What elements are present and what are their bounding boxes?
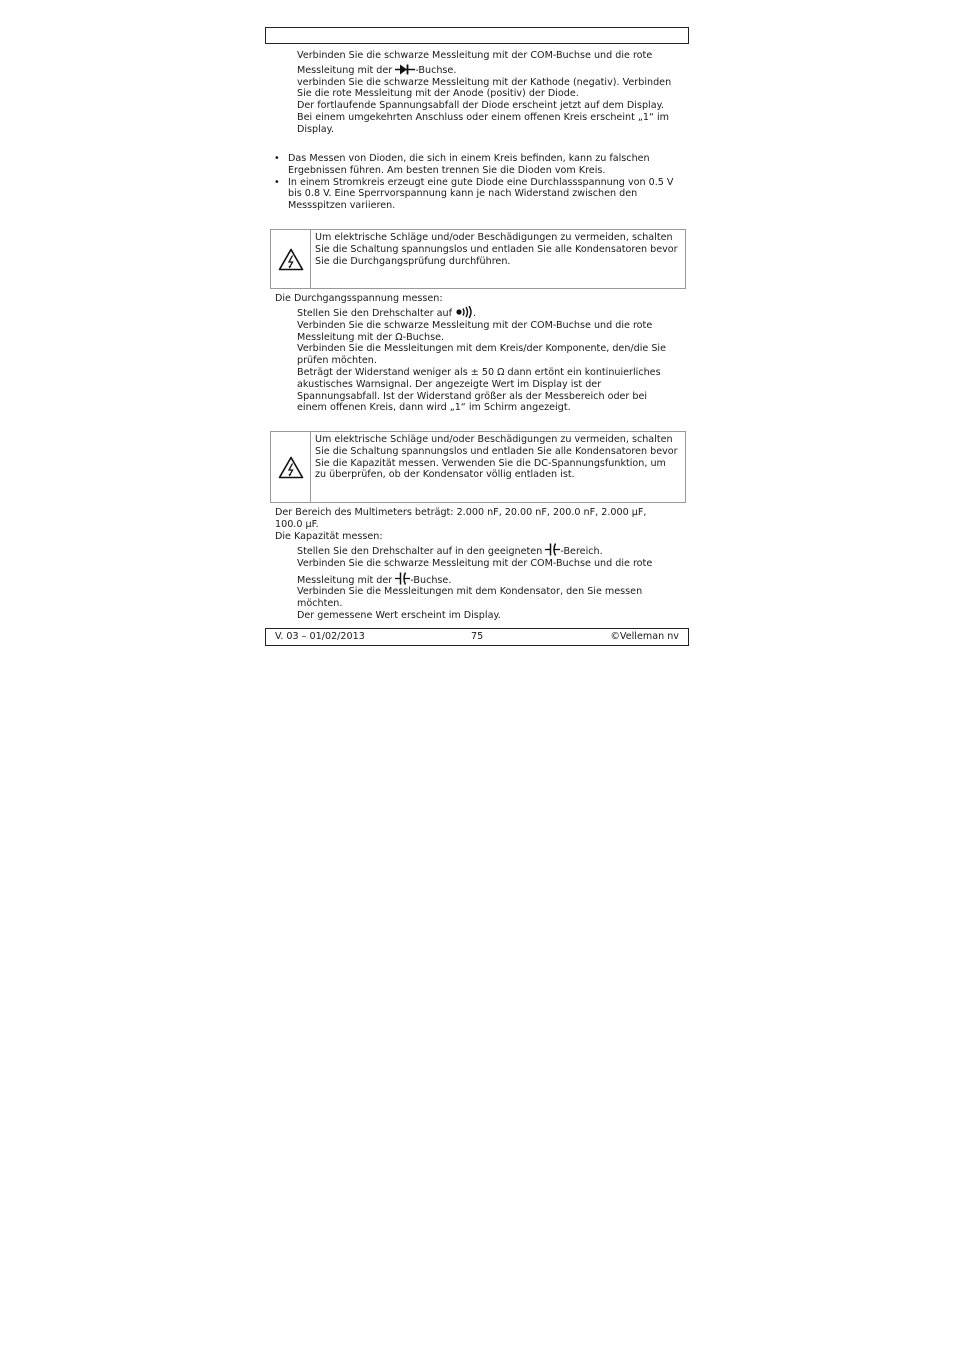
note-item: • Das Messen von Dioden, die sich in einem Kreis befinden, kann zu falschen Ergebnissen führen. Am besten trennen Sie die Dioden vom Kreis.	[274, 153, 650, 176]
diode-step-4: Bei einem umgekehrten Anschluss oder einem offenen Kreis erscheint „1“ im	[297, 111, 669, 123]
diode-notes	[274, 153, 687, 212]
capacitance-range: Der Bereich des Multimeters beträgt: 2.000 nF, 20.00 nF, 200.0 nF, 2.000 µF, 100.0 µF. Die Kapazität messen:	[275, 507, 687, 542]
capacitor-icon	[395, 572, 410, 585]
capacitor-icon	[545, 543, 560, 556]
bullet-icon: •	[274, 176, 280, 188]
continuity-sound-icon	[455, 306, 473, 318]
warning-box-capacitance: Um elektrische Schläge und/oder Beschädigungen zu vermeiden, schalten Sie die Schaltung spannungslos und entladen Sie alle Kondensatoren bevor Sie die Kapazität messen. Verwenden Sie die DC-Spannungsfunktion, um zu überprüfen, ob der Kondensator völlig entladen ist.	[270, 431, 686, 503]
continuity-steps: Stellen Sie den Drehschalter auf . Verbinden Sie die schwarze Messleitung mit der COM-Buchse und die rote Messleitung mit der Ω-Buchse. Verbinden Sie die Messleitungen mit dem Kreis/der Komponente, den/die Sie prüfen möchten. Beträgt der Widerstand weniger als ± 50 Ω dann ertönt ein kontinuierliches akustisches Warnsignal. Der angezeigte Wert im Display ist der Spannungsabfall. Ist der Widerstand größer als der Messbereich oder bei einem offenen Kreis, dann wird „1“ im Schirm angezeigt.	[297, 308, 666, 414]
capacitance-heading: Die Kapazität messen:	[275, 530, 383, 542]
footer-copyright: ©Velleman nv	[610, 631, 679, 642]
diode-step-1: Verbinden Sie die schwarze Messleitung mit der COM-Buchse und die rote	[297, 50, 653, 61]
bullet-icon: •	[274, 153, 280, 164]
page-header-box	[265, 27, 689, 44]
warning-box-continuity: Um elektrische Schläge und/oder Beschädigungen zu vermeiden, schalten Sie die Schaltung spannungslos und entladen Sie alle Kondensatoren bevor Sie die Durchgangsprüfung durchführen.	[270, 229, 686, 289]
diode-step-3: Der fortlaufende Spannungsabfall der Diode erscheint jetzt auf dem Display.	[297, 100, 664, 112]
capacitance-steps: Stellen Sie den Drehschalter auf in den geeigneten -Bereich. Verbinden Sie die schwarze Messleitung mit der COM-Buchse und die rote Messleitung mit der -Buchse. Verbinden Sie die Messleitungen mit dem Kondensator, den Sie messen möchten. Der gemessene Wert erscheint im Display.	[297, 543, 687, 622]
high-voltage-warning-icon	[278, 248, 304, 271]
diode-icon	[395, 64, 415, 75]
high-voltage-warning-icon	[278, 456, 304, 479]
footer-page-number: 75	[471, 631, 484, 642]
continuity-heading: Die Durchgangsspannung messen:	[275, 293, 443, 304]
diode-steps: Verbinden Sie die schwarze Messleitung mit der COM-Buchse und die rote Messleitung mit der -Buchse. verbinden Sie die schwarze Messleitung mit der Kathode (negativ). Verbinden Sie die rote Messleitung mit der Anode (positiv) der Diode. Der fortlaufende Spannungsabfall der Diode erscheint jetzt auf dem Display. Bei einem umgekehrten Anschluss oder einem offenen Kreis erscheint „1“ im Display.	[297, 50, 687, 136]
footer-version: V. 03 – 01/02/2013	[275, 631, 365, 642]
page-footer	[265, 628, 689, 646]
diode-step-2: verbinden Sie die schwarze Messleitung mit der Kathode (negativ). Verbinden	[297, 76, 672, 88]
note-item: • In einem Stromkreis erzeugt eine gute Diode eine Durchlassspannung von 0.5 V bis 0.8 V. Eine Sperrvorspannung kann je nach Widerstand zwischen den Messspitzen variieren.	[274, 176, 674, 212]
